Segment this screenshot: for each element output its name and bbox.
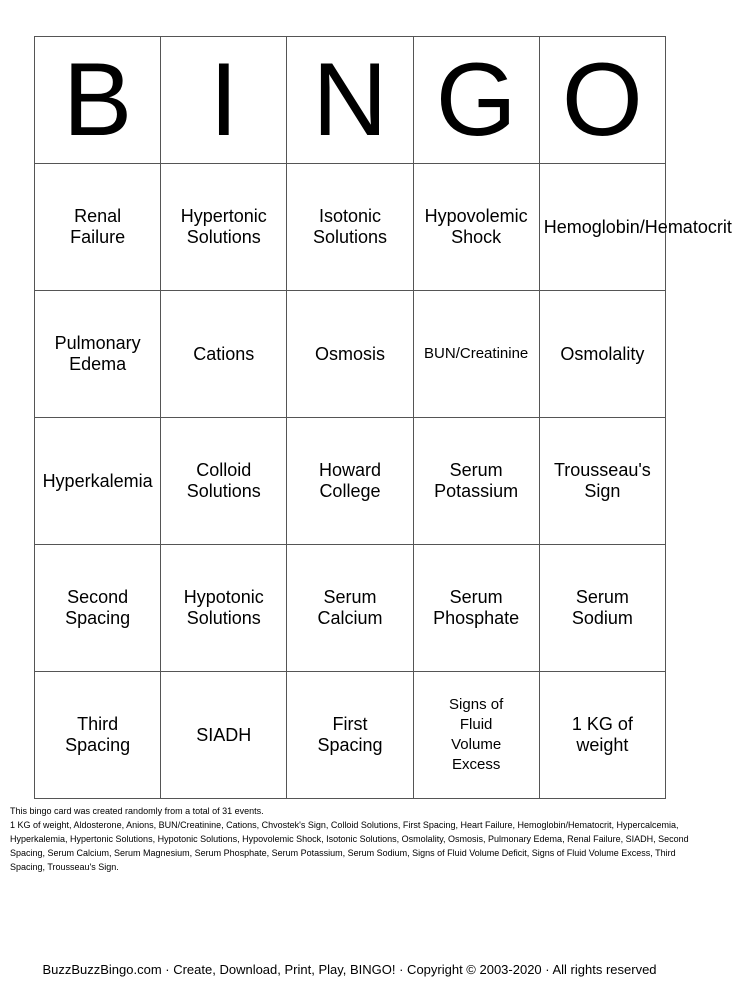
header-letter-g <box>413 37 539 164</box>
cell-text: Signs of Fluid Volume Excess <box>449 695 504 774</box>
cell-text: Trousseau's Sign <box>553 460 651 501</box>
bingo-cell <box>413 291 539 418</box>
bingo-cell <box>161 164 287 291</box>
bingo-cell <box>35 545 161 672</box>
cell-text: Serum Calcium <box>317 587 383 628</box>
bingo-cell <box>287 418 413 545</box>
header-letter: N <box>312 42 388 158</box>
cell-text: Second Spacing <box>65 587 131 628</box>
bingo-cell <box>413 418 539 545</box>
bingo-cell <box>539 164 732 291</box>
note-event-list: 1 KG of weight, Aldosterone, Anions, BUN/Creatinine, Cations, Chvostek's Sign, Colloid Solutions, First Spacing, Heart Failure, Hemoglobin/Hematocrit, Hypercalcemia, Hyperkalemia, Hypertonic Solutions, Hypotonic Solutions, Hypovolemic Shock, Isotonic Solutions, Osmolality, Osmosis, Pulmonary Edema, Renal Failure, SIADH, Second Spacing, Serum Calcium, Serum Magnesium, Serum Phosphate, Serum Potassium, Serum Sodium, Signs of Fluid Volume Deficit, Signs of Fluid Volume Excess, Third Spacing, Trousseau's Sign. <box>10 820 689 872</box>
bingo-cell <box>35 291 161 418</box>
cell-text: Renal Failure <box>70 206 126 247</box>
bingo-cell <box>413 164 539 291</box>
cell-text: Osmosis <box>314 343 385 364</box>
bingo-row-2 <box>35 291 666 418</box>
bingo-cell <box>161 291 287 418</box>
bingo-cell <box>287 545 413 672</box>
bingo-card <box>34 36 732 799</box>
event-list-note <box>10 804 690 874</box>
header-letter: I <box>209 42 239 158</box>
cell-text: Pulmonary Edema <box>54 333 141 374</box>
cell-text: Howard College <box>318 460 381 501</box>
header-letter: G <box>435 42 517 158</box>
header-letter-n <box>287 37 413 164</box>
bingo-header-row <box>35 37 666 164</box>
bingo-cell <box>161 545 287 672</box>
bingo-cell <box>413 672 539 799</box>
bingo-cell <box>539 291 665 418</box>
bingo-cell <box>161 672 287 799</box>
cell-text: Cations <box>193 343 255 364</box>
cell-text: BUN/Creatinine <box>424 345 529 363</box>
cell-text: Third Spacing <box>65 714 131 755</box>
bingo-cell <box>35 418 161 545</box>
bingo-cell <box>287 291 413 418</box>
cell-text: Serum Sodium <box>571 587 633 628</box>
cell-text: First Spacing <box>317 714 383 755</box>
bingo-row-4 <box>35 545 666 672</box>
bingo-cell <box>287 164 413 291</box>
bingo-cell <box>539 545 665 672</box>
cell-text: SIADH <box>196 724 252 745</box>
bingo-cell <box>539 672 665 799</box>
bingo-cell <box>413 545 539 672</box>
bingo-cell <box>161 418 287 545</box>
bingo-cell <box>287 672 413 799</box>
cell-text: Osmolality <box>560 343 645 364</box>
cell-text: Isotonic Solutions <box>312 206 387 247</box>
note-summary: This bingo card was created randomly from a total of 31 events. <box>10 806 264 816</box>
header-letter-i <box>161 37 287 164</box>
bingo-cell <box>539 418 665 545</box>
bingo-row-1 <box>35 164 666 291</box>
header-letter: B <box>62 42 133 158</box>
header-letter-b <box>35 37 161 164</box>
cell-text: Hypertonic Solutions <box>180 206 267 247</box>
cell-text: Colloid Solutions <box>186 460 261 501</box>
cell-text: Serum Phosphate <box>433 587 520 628</box>
bingo-row-3 <box>35 418 666 545</box>
cell-text: Hypotonic Solutions <box>183 587 264 628</box>
cell-text: Hemoglobin/Hematocrit <box>543 216 732 237</box>
header-letter: O <box>561 42 643 158</box>
page-footer: BuzzBuzzBingo.com · Create, Download, Print, Play, BINGO! · Copyright © 2003-2020 · All rights reserved <box>42 962 657 977</box>
bingo-cell <box>35 164 161 291</box>
bingo-cell <box>35 672 161 799</box>
cell-text: Serum Potassium <box>434 460 519 501</box>
cell-text: Hypovolemic Shock <box>424 206 528 247</box>
bingo-row-5 <box>35 672 666 799</box>
cell-text: 1 KG of weight <box>571 714 633 755</box>
header-letter-o <box>539 37 665 164</box>
cell-text: Hyperkalemia <box>42 470 153 491</box>
